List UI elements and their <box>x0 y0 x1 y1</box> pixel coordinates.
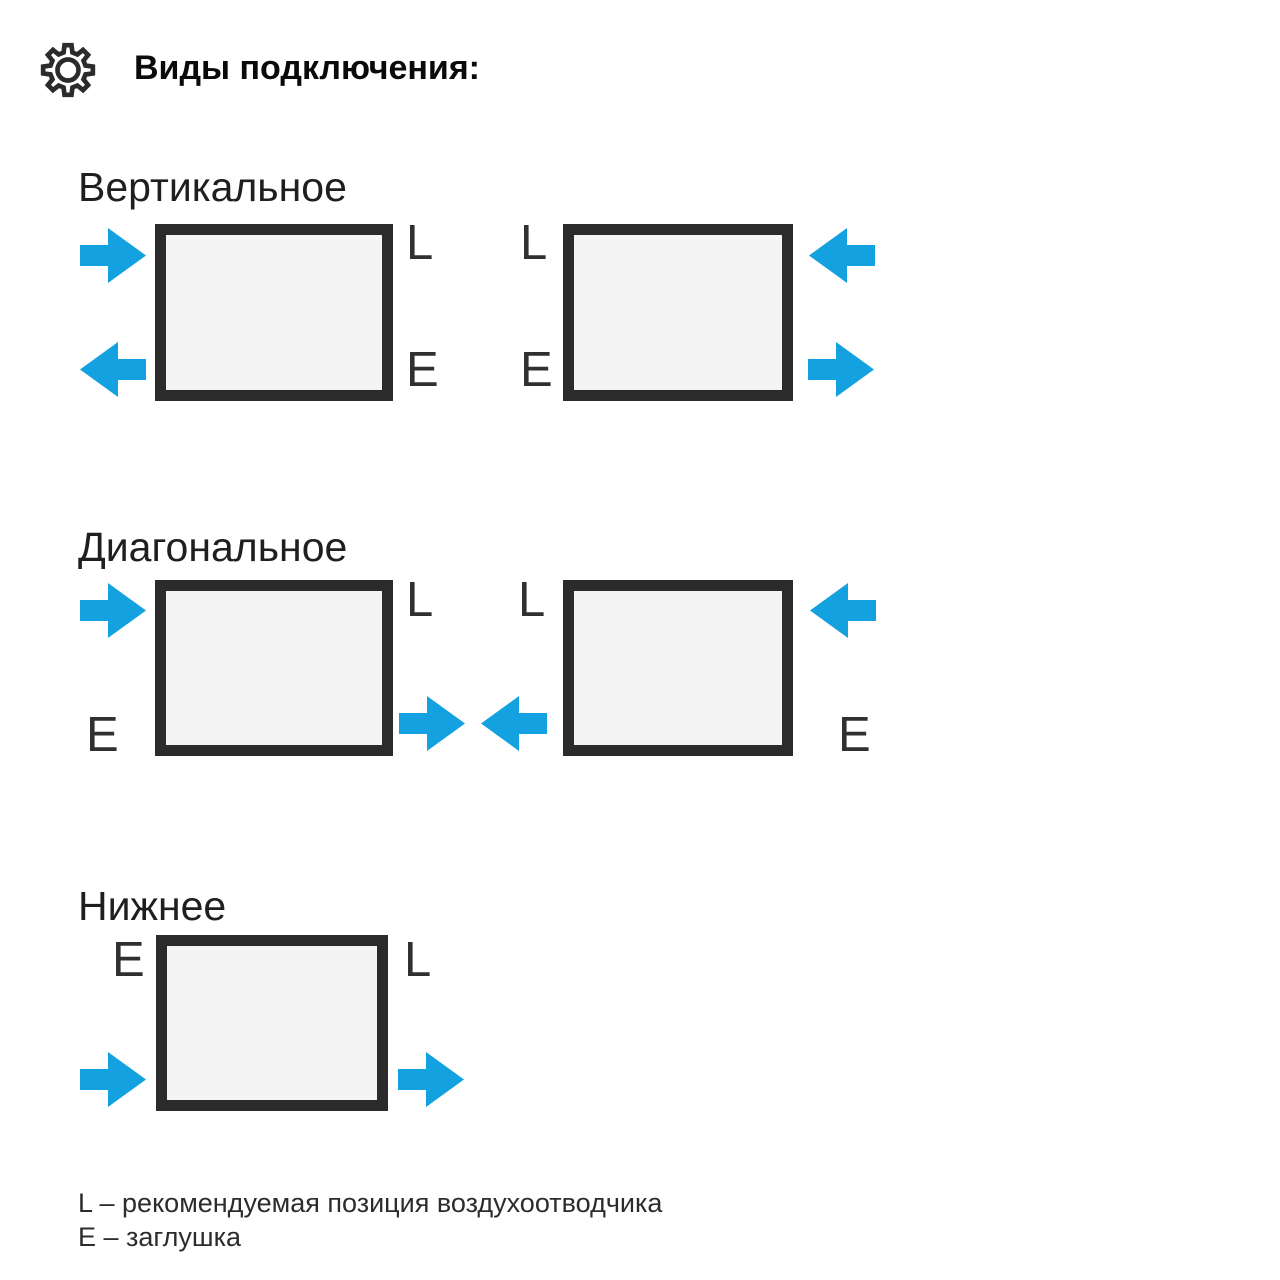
port-label-air-vent: L <box>520 216 548 270</box>
outflow-arrow-icon <box>398 1052 464 1107</box>
radiator-box <box>563 580 793 756</box>
page-title: Виды подключения: <box>134 49 480 87</box>
outflow-arrow-icon <box>808 342 874 397</box>
outflow-arrow-icon <box>399 696 465 751</box>
gear-icon <box>40 42 96 98</box>
inflow-arrow-icon <box>80 228 146 283</box>
section-title-vertical: Вертикальное <box>78 164 347 210</box>
port-label-plug: E <box>86 708 119 762</box>
inflow-arrow-icon <box>80 1052 146 1107</box>
radiator-box <box>563 224 793 401</box>
port-label-plug: E <box>520 343 553 397</box>
port-label-air-vent: L <box>406 216 434 270</box>
port-label-air-vent: L <box>404 933 432 987</box>
radiator-box <box>155 580 393 756</box>
radiator-box <box>155 224 393 401</box>
port-label-air-vent: L <box>518 573 546 627</box>
port-label-air-vent: L <box>406 573 434 627</box>
legend-air-vent: L – рекомендуемая позиция воздухоотводчика <box>78 1188 663 1218</box>
inflow-arrow-icon <box>80 583 146 638</box>
section-title-bottom: Нижнее <box>78 883 227 929</box>
radiator-box <box>156 935 388 1111</box>
section-title-diagonal: Диагональное <box>78 524 348 570</box>
port-label-plug: E <box>112 933 145 987</box>
inflow-arrow-icon <box>809 228 875 283</box>
inflow-arrow-icon <box>810 583 876 638</box>
port-label-plug: E <box>838 708 871 762</box>
outflow-arrow-icon <box>481 696 547 751</box>
port-label-plug: E <box>406 343 439 397</box>
outflow-arrow-icon <box>80 342 146 397</box>
legend-plug: E – заглушка <box>78 1222 242 1252</box>
